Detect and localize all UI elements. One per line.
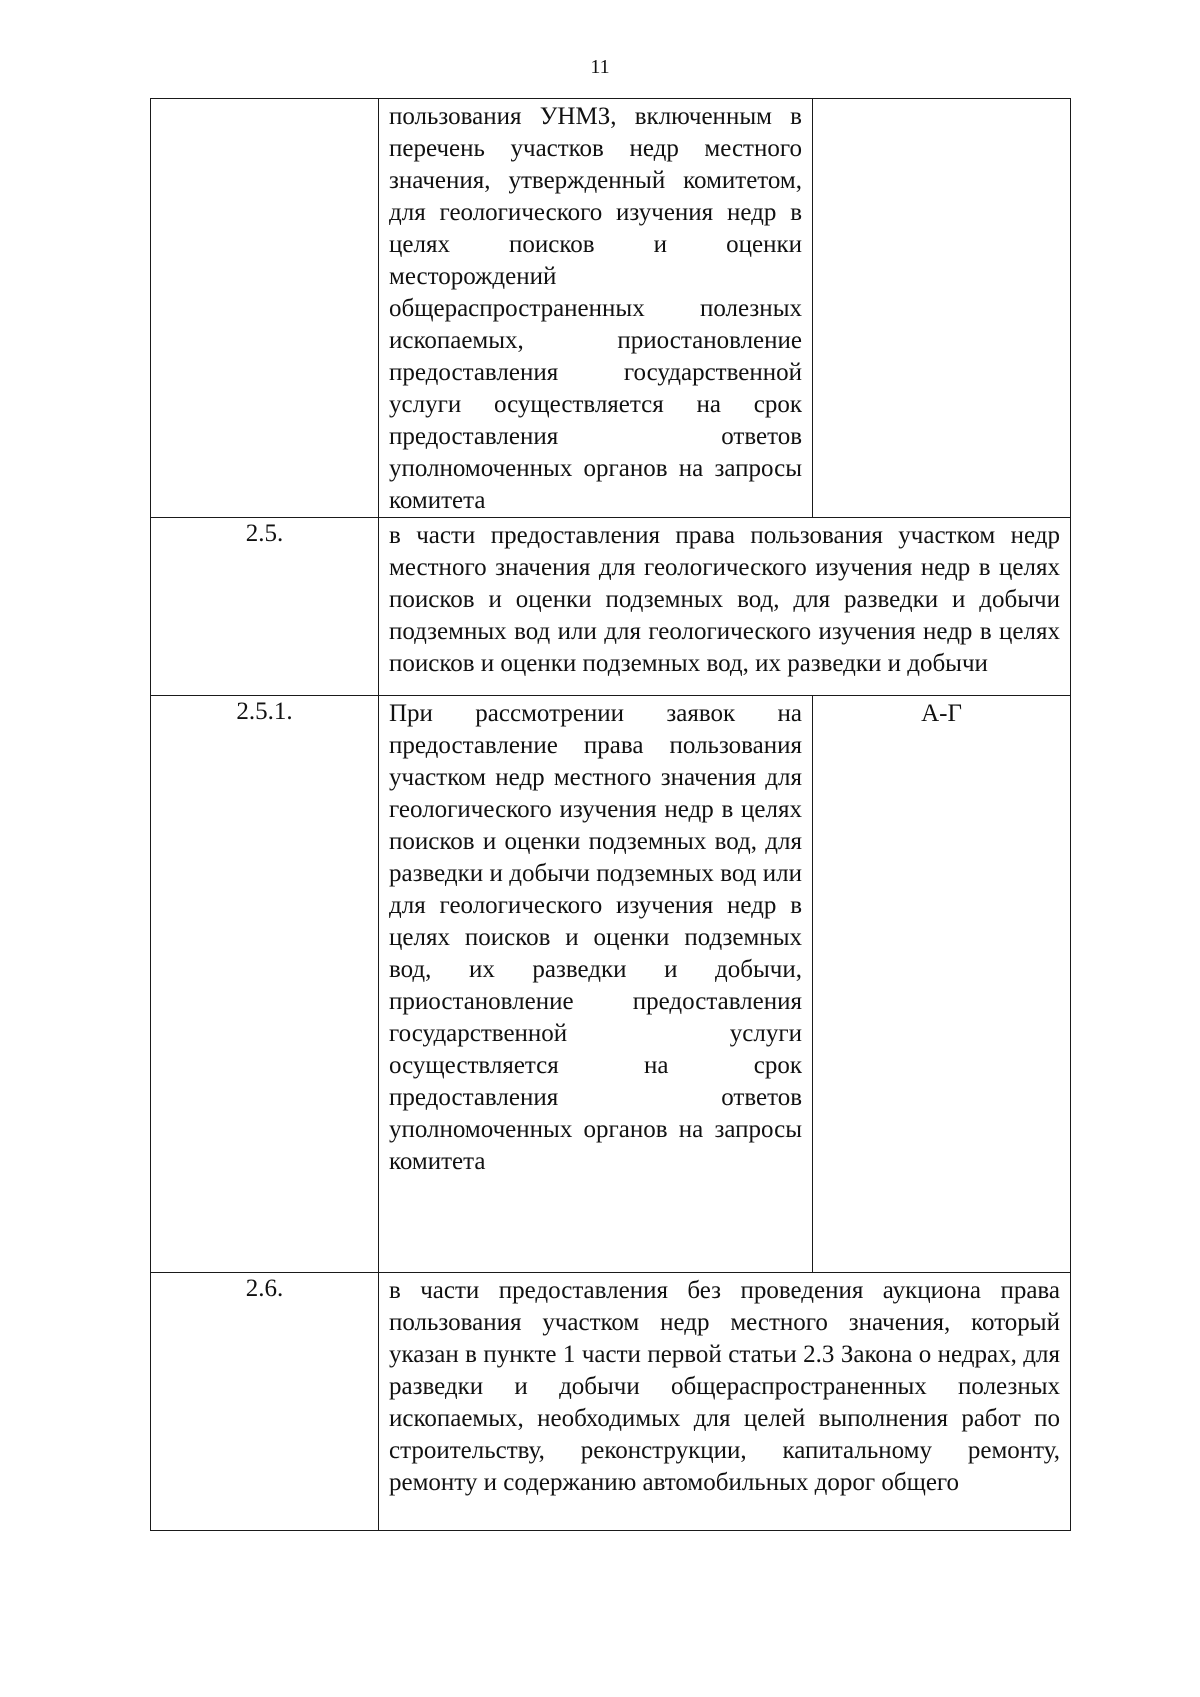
row-number-cell <box>151 696 379 1273</box>
row-text-cell <box>379 1273 1071 1531</box>
table-row <box>151 518 1071 696</box>
row-value: А-Г <box>921 700 962 727</box>
table-row <box>151 99 1071 518</box>
table-row <box>151 1273 1071 1531</box>
row-text: в части предоставления права пользования участком недр местного значения для геологического изучения недр в целях поисков и оценки подземных вод, для разведки и добычи подземных вод или для геологического изучения недр в целях поисков и оценки подземных вод, их разведки и добычи <box>389 522 1060 677</box>
row-text-cell <box>379 518 1071 696</box>
row-text-cell <box>379 696 813 1273</box>
row-number-cell <box>151 1273 379 1531</box>
row-text: в части предоставления без проведения аукциона права пользования участком недр местного значения, который указан в пункте 1 части первой статьи 2.3 Закона о недрах, для разведки и добычи общераспространенных полезных ископаемых, необходимых для целей выполнения работ по строительству, реконструкции, капитальному ремонту, ремонту и содержанию автомобильных дорог общего <box>389 1277 1060 1496</box>
row-number-cell <box>151 99 379 518</box>
row-value <box>813 99 1070 101</box>
row-number: 2.6. <box>245 1275 284 1302</box>
row-text-cell <box>379 99 813 518</box>
table-row <box>151 696 1071 1273</box>
row-text: При рассмотрении заявок на предоставление права пользования участком недр местного значения для геологического изучения недр в целях поисков и оценки подземных вод, для разведки и добычи подземных вод или для геологического изучения недр в целях поисков и оценки подземных вод, их разведки и добычи, приостановление предоставления государственной услуги осуществляется на срок предоставления ответов уполномоченных органов на запросы комитета <box>389 700 802 1175</box>
row-value-cell <box>813 99 1071 518</box>
row-text: пользования УНМЗ, включенным в перечень участков недр местного значения, утвержденный комитетом, для геологического изучения недр в целях поисков и оценки месторождений общераспространенных полезных ископаемых, приостановление предоставления государственной услуги осуществляется на срок предоставления ответов уполномоченных органов на запросы комитета <box>389 103 802 514</box>
row-number-cell <box>151 518 379 696</box>
row-number: 2.5.1. <box>236 698 293 725</box>
regulation-table <box>150 98 1071 1531</box>
row-number: 2.5. <box>245 520 284 547</box>
page-number: 11 <box>590 56 610 78</box>
row-value-cell <box>813 696 1071 1273</box>
